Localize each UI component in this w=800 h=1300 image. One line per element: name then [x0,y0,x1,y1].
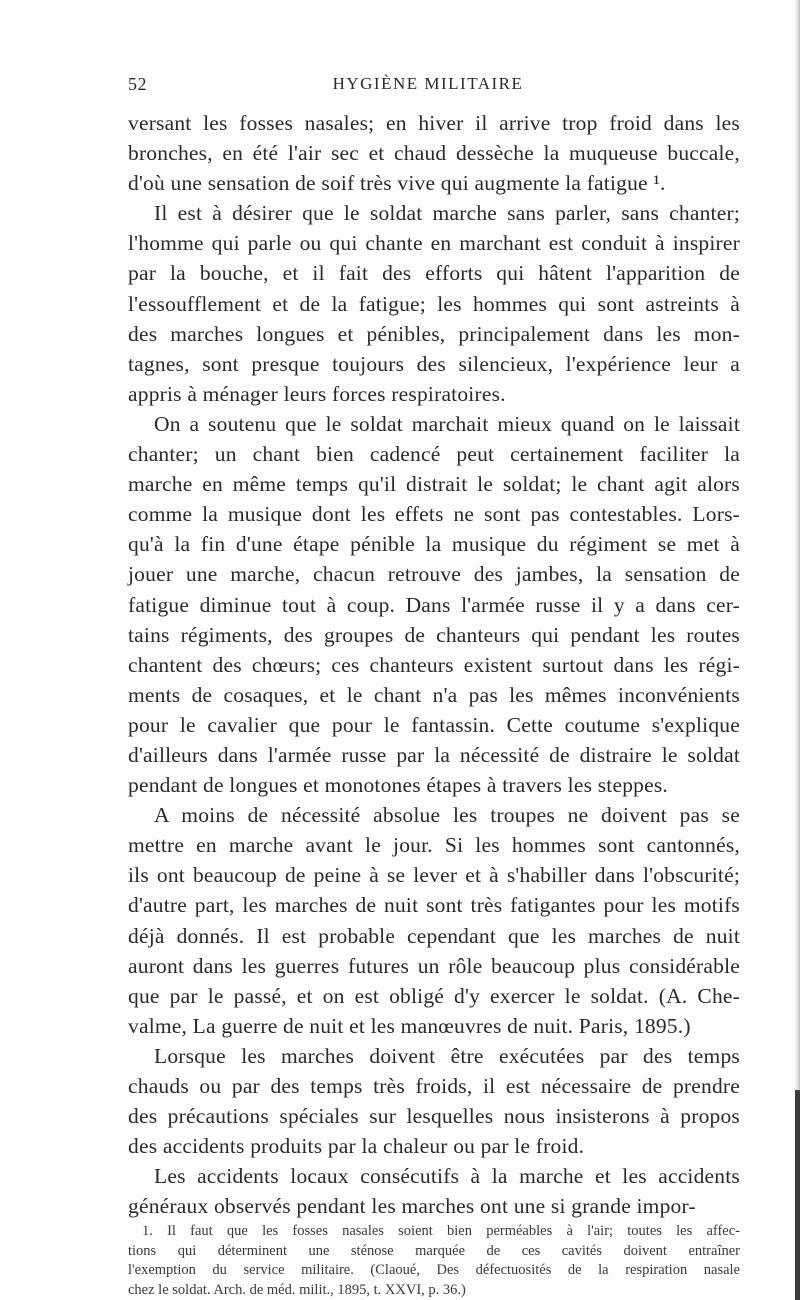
text-line: A moins de nécessité absolue les troupes ne doivent pas se [154,803,740,828]
text-line: tains régiments, des groupes de chanteurs qui pendant les routes [128,622,740,647]
text-line: qu'à la fin d'une étape pénible la musique du régiment se met à [128,532,740,557]
text-line: l'homme qui parle ou qui chante en marchant est conduit à inspirer [128,231,740,256]
text-line: d'où une sensation de soif très vive qui augmente la fatigue ¹. [128,171,666,196]
text-line: que par le passé, et on est obligé d'y exercer le soldat. (A. Che- [128,983,740,1008]
text-line: fatigue diminue tout à coup. Dans l'armée russe il y a dans cer- [128,592,740,617]
text-line: Il est à désirer que le soldat marche sans parler, sans chanter; [154,201,740,226]
text-line: des précautions spéciales sur lesquelles nous insisterons à propos [128,1104,740,1129]
text-line: chauds ou par des temps très froids, il est nécessaire de prendre [128,1074,740,1098]
text-line: auront dans les guerres futures un rôle beaucoup plus considérable [128,953,740,978]
page-edge-binding [795,1090,800,1300]
text-line: versant les fosses nasales; en hiver il arrive trop froid dans les [128,111,740,135]
text-line: ils ont beaucoup de peine à se lever et à s'habiller dans l'obscurité; [128,863,740,888]
page-header [128,74,728,104]
running-title: HYGIÈNE MILITAIRE [332,74,524,93]
text-line: chanter; un chant bien cadencé peut certainement faciliter la [128,442,740,467]
text-line: pendant de longues et monotones étapes à travers les steppes. [128,773,668,798]
text-line: marche en même temps qu'il distrait le soldat; le chant agit alors [128,472,740,497]
text-line: tagnes, sont presque toujours des silencieux, l'expérience leur a [128,351,740,376]
main-text [128,108,740,1221]
text-line: appris à ménager leurs forces respiratoires. [128,381,506,406]
text-line: Lorsque les marches doivent être exécutées par des temps [154,1043,740,1068]
text-line: On a soutenu que le soldat marchait mieux quand on le laissait [154,411,740,436]
text-line: ments de cosaques, et le chant n'a pas les mêmes inconvénients [128,682,740,707]
page-number: 52 [128,74,147,94]
text-line: des accidents produits par la chaleur ou par le froid. [128,1134,585,1159]
text-line: d'ailleurs dans l'armée russe par la nécessité de distraire le soldat [128,742,740,767]
text-line: valme, La guerre de nuit et les manœuvres de nuit. Paris, 1895.) [128,1013,691,1038]
text-line: mettre en marche avant le jour. Si les hommes sont cantonnés, [128,833,740,858]
text-line: déjà donnés. Il est probable cependant que les marches de nuit [128,923,740,948]
text-line: d'autre part, les marches de nuit sont très fatigantes pour les motifs [128,893,740,918]
text-line: comme la musique dont les effets ne sont pas contestables. Lors- [128,502,740,527]
text-line: l'essoufflement et de la fatigue; les hommes qui sont astreints à [128,291,740,316]
text-line: par la bouche, et il fait des efforts qui hâtent l'apparition de [128,261,740,286]
footnote-line: chez le soldat. Arch. de méd. milit., 1895, t. XXVI, p. 36.) [128,1281,466,1298]
text-line: jouer une marche, chacun retrouve des jambes, la sensation de [128,562,740,587]
text-line: chantent des chœurs; ces chanteurs existent surtout dans les régi- [128,652,740,677]
text-line: bronches, en été l'air sec et chaud dessèche la muqueuse buccale, [128,141,740,166]
text-line: des marches longues et pénibles, principalement dans les mon- [128,321,740,346]
footnote-line: l'exemption du service militaire. (Claoué, Des défectuosités de la respiration nasale [128,1262,740,1279]
footnote-line: 1. Il faut que les fosses nasales soient bien perméables à l'air; toutes les affec- [142,1223,740,1239]
text-line: pour le cavalier que pour le fantassin. Cette coutume s'explique [128,712,740,737]
text-line: généraux observés pendant les marches ont une si grande impor- [128,1194,696,1219]
footnote [128,1222,740,1300]
footnote-line: tions qui déterminent une sténose marquée de ces cavités doivent entraîner [128,1242,740,1259]
text-line: Les accidents locaux consécutifs à la marche et les accidents [154,1164,740,1189]
